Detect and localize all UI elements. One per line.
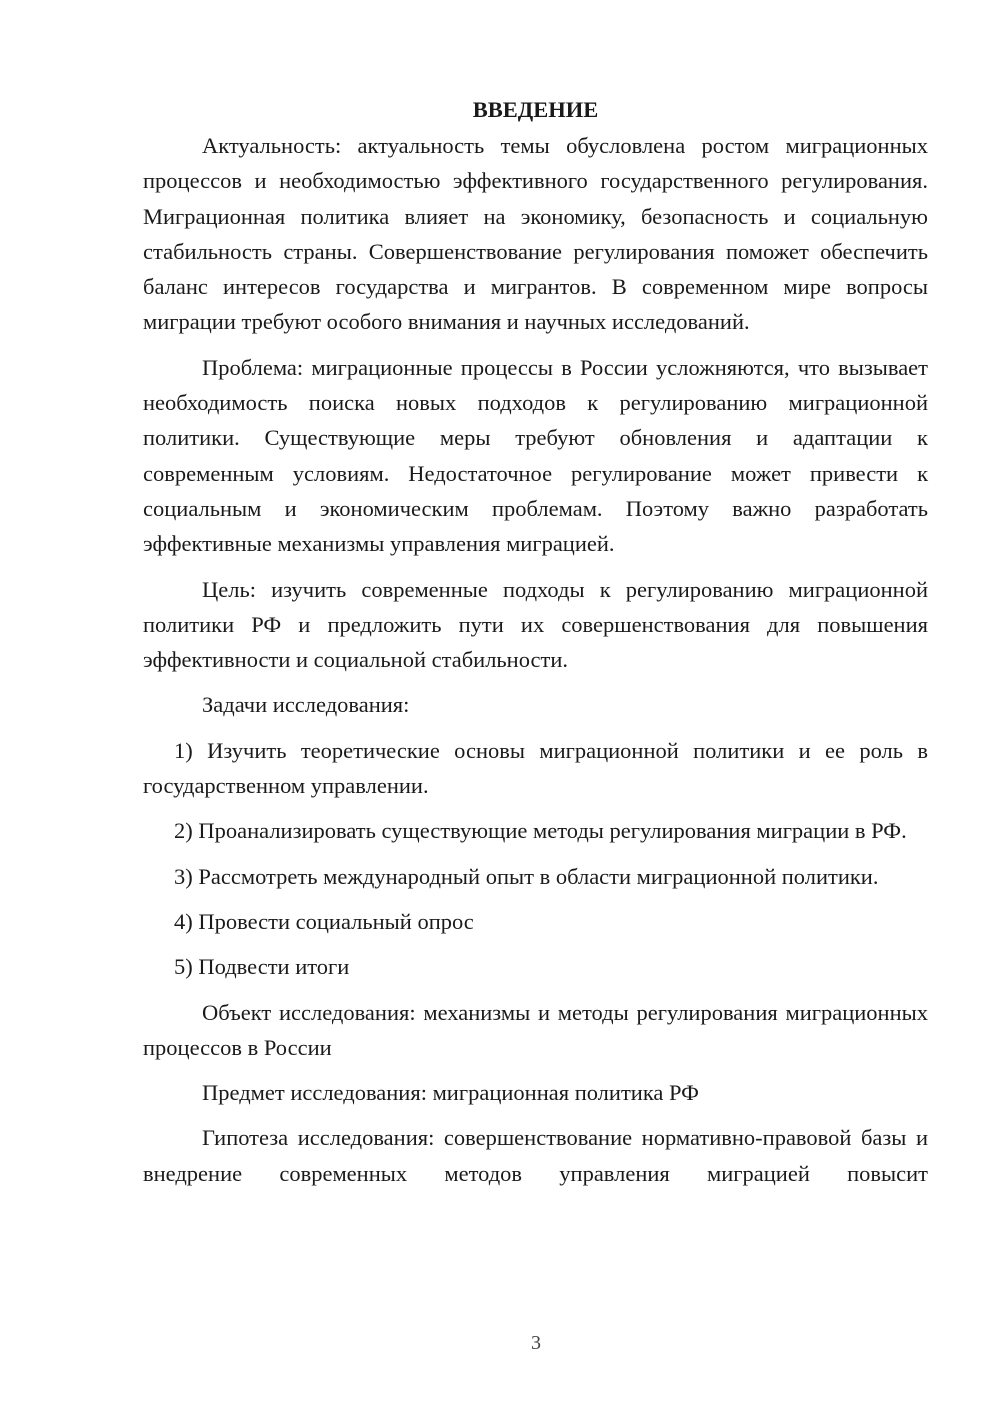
task-item-1: 1) Изучить теоретические основы миграционной политики и ее роль в государственном управлении.	[143, 737, 928, 799]
subject-paragraph: Предмет исследования: миграционная политика РФ	[202, 1080, 699, 1106]
task-item-4: 4) Провести социальный опрос	[174, 908, 474, 934]
problem-paragraph: Проблема: миграционные процессы в России усложняются, что вызывает необходимость поиска новых подходов к регулированию миграционной политики. Существующие меры требуют обновления и адаптации к современным условиям. Недостаточное регулирование может привести к социальным и экономическим проблемам. Поэтому важно разработать эффективные механизмы управления миграцией.	[143, 354, 928, 557]
document-page	[143, 92, 928, 1201]
hypothesis-paragraph: Гипотеза исследования: совершенствование нормативно-правовой базы и внедрение современных методов управления миграцией повысит	[143, 1125, 928, 1186]
task-item-2: 2) Проанализировать существующие методы регулирования миграции в РФ.	[174, 818, 907, 844]
page-number: 3	[531, 1332, 541, 1354]
task-item-3: 3) Рассмотреть международный опыт в области миграционной политики.	[174, 863, 879, 889]
goal-paragraph: Цель: изучить современные подходы к регулированию миграционной политики РФ и предложить пути их совершенствования для повышения эффективности и социальной стабильности.	[143, 576, 928, 673]
section-heading: ВВЕДЕНИЕ	[472, 97, 599, 122]
tasks-heading: Задачи исследования:	[202, 692, 410, 718]
relevance-paragraph: Актуальность: актуальность темы обусловлена ростом миграционных процессов и необходимостью эффективного государственного регулирования. Миграционная политика влияет на экономику, безопасность и социальную стабильность страны. Совершенствование регулирования поможет обеспечить баланс интересов государства и мигрантов. В современном мире вопросы миграции требуют особого внимания и научных исследований.	[143, 133, 928, 335]
task-item-5: 5) Подвести итоги	[174, 954, 350, 980]
object-paragraph: Объект исследования: механизмы и методы регулирования миграционных процессов в России	[143, 999, 928, 1060]
